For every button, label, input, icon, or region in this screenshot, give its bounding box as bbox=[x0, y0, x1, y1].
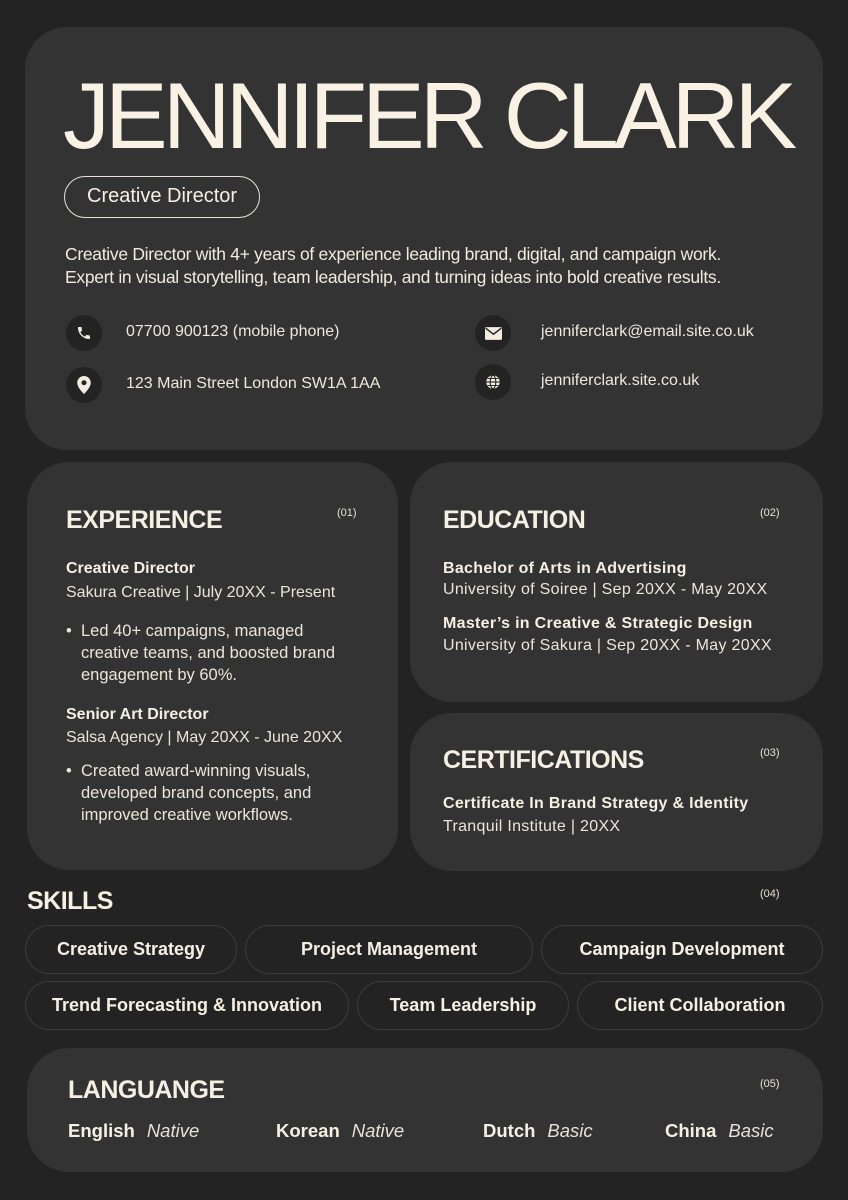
skills-title: SKILLS bbox=[27, 887, 113, 915]
section-title: LANGUANGE bbox=[68, 1076, 225, 1104]
website-url[interactable]: jenniferclark.site.co.uk bbox=[541, 372, 700, 389]
section-number: (04) bbox=[760, 888, 780, 900]
skill-pill: Client Collaboration bbox=[577, 981, 823, 1030]
job-company: Salsa Agency | May 20XX - June 20XX bbox=[66, 729, 343, 746]
profile-summary bbox=[65, 243, 721, 289]
description-line: Led 40+ campaigns, managed bbox=[81, 622, 304, 640]
language-level: Native bbox=[146, 1120, 200, 1141]
job-role: Creative Director bbox=[66, 560, 195, 577]
language-item bbox=[68, 1120, 199, 1142]
job-description bbox=[66, 760, 312, 826]
language-item bbox=[483, 1120, 593, 1142]
language-card bbox=[27, 1048, 823, 1172]
section-number: (01) bbox=[337, 507, 357, 519]
header-card bbox=[25, 27, 823, 450]
language-name: Korean bbox=[276, 1120, 340, 1141]
summary-line: Creative Director with 4+ years of experience leading brand, digital, and campaign work. bbox=[65, 244, 721, 264]
description-line: engagement by 60%. bbox=[81, 666, 237, 684]
job-title-badge: Creative Director bbox=[64, 176, 260, 218]
language-level: Basic bbox=[547, 1120, 593, 1141]
job-description bbox=[66, 620, 336, 686]
degree-name: Master’s in Creative & Strategic Design bbox=[443, 615, 753, 632]
section-title: EDUCATION bbox=[443, 506, 586, 534]
school-dates: University of Soiree | Sep 20XX - May 20XX bbox=[443, 581, 768, 598]
globe-icon bbox=[475, 364, 511, 400]
section-number: (03) bbox=[760, 747, 780, 759]
language-name: China bbox=[665, 1120, 717, 1141]
language-level: Native bbox=[351, 1120, 405, 1141]
candidate-name: JENNIFER CLARK bbox=[63, 63, 793, 168]
certifications-card bbox=[410, 713, 823, 871]
skill-pill: Project Management bbox=[245, 925, 533, 974]
phone-number: 07700 900123 (mobile phone) bbox=[126, 323, 340, 340]
job-role: Senior Art Director bbox=[66, 706, 209, 723]
description-line: improved creative workflows. bbox=[81, 806, 293, 824]
skill-pill: Campaign Development bbox=[541, 925, 823, 974]
description-line: creative teams, and boosted brand bbox=[81, 644, 336, 662]
location-pin-icon bbox=[66, 367, 102, 403]
certificate-issuer: Tranquil Institute | 20XX bbox=[443, 818, 621, 835]
email-address[interactable]: jenniferclark@email.site.co.uk bbox=[541, 323, 754, 340]
job-company: Sakura Creative | July 20XX - Present bbox=[66, 584, 336, 601]
language-item bbox=[276, 1120, 404, 1142]
envelope-icon bbox=[475, 315, 511, 351]
degree-name: Bachelor of Arts in Advertising bbox=[443, 560, 687, 577]
summary-line: Expert in visual storytelling, team leadership, and turning ideas into bold creative results. bbox=[65, 267, 721, 287]
language-name: English bbox=[68, 1120, 135, 1141]
certificate-name: Certificate In Brand Strategy & Identity bbox=[443, 795, 749, 812]
experience-card bbox=[27, 462, 398, 870]
street-address: 123 Main Street London SW1A 1AA bbox=[126, 375, 381, 392]
education-card bbox=[410, 462, 823, 702]
skill-pill: Trend Forecasting & Innovation bbox=[25, 981, 349, 1030]
description-line: developed brand concepts, and bbox=[81, 784, 312, 802]
language-level: Basic bbox=[728, 1120, 774, 1141]
school-dates: University of Sakura | Sep 20XX - May 20XX bbox=[443, 637, 772, 654]
section-number: (02) bbox=[760, 507, 780, 519]
phone-icon bbox=[66, 315, 102, 351]
bullet-icon: • bbox=[66, 622, 72, 640]
section-number: (05) bbox=[760, 1078, 780, 1090]
section-title: EXPERIENCE bbox=[66, 506, 223, 534]
bullet-icon: • bbox=[66, 762, 72, 780]
skill-pill: Team Leadership bbox=[357, 981, 569, 1030]
language-name: Dutch bbox=[483, 1120, 536, 1141]
language-item bbox=[665, 1120, 774, 1142]
description-line: Created award-winning visuals, bbox=[81, 762, 311, 780]
section-title: CERTIFICATIONS bbox=[443, 746, 644, 774]
skill-pill: Creative Strategy bbox=[25, 925, 237, 974]
